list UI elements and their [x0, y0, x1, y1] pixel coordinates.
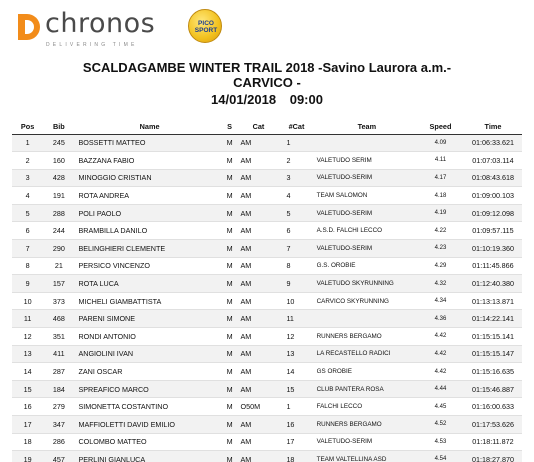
cell-cat: AM: [239, 222, 277, 240]
cell-speed: 4.36: [417, 310, 464, 328]
cell-cat: AM: [239, 257, 277, 275]
cell-name: BRAMBILLA DANILO: [74, 222, 220, 240]
table-row: [12, 204, 522, 222]
cell-cat: AM: [239, 328, 277, 346]
table-row: [12, 310, 522, 328]
cell-sex: M: [221, 222, 239, 240]
cell-cat-rank: 9: [276, 275, 316, 293]
results-header-row: [12, 120, 522, 134]
cell-speed: 4.17: [417, 169, 464, 187]
cell-pos: 5: [12, 204, 43, 222]
cell-time: 01:14:22.141: [464, 310, 522, 328]
cell-cat: AM: [239, 292, 277, 310]
badge-line1: PICO: [198, 20, 214, 27]
cell-sex: M: [221, 380, 239, 398]
cell-time: 01:09:57.115: [464, 222, 522, 240]
cell-time: 01:12:40.380: [464, 275, 522, 293]
cell-bib: 351: [43, 328, 74, 346]
cell-speed: 4.29: [417, 257, 464, 275]
table-row: [12, 169, 522, 187]
cell-pos: 11: [12, 310, 43, 328]
cell-speed: 4.22: [417, 222, 464, 240]
table-row: [12, 451, 522, 462]
cell-sex: M: [221, 345, 239, 363]
cell-pos: 14: [12, 363, 43, 381]
cell-sex: M: [221, 187, 239, 205]
cell-name: BOSSETTI MATTEO: [74, 134, 220, 152]
race-date: 14/01/2018: [211, 92, 277, 107]
cell-cat-rank: 16: [276, 416, 316, 434]
cell-cat: AM: [239, 169, 277, 187]
chronos-logo-icon: [18, 14, 40, 40]
cell-pos: 6: [12, 222, 43, 240]
table-row: [12, 433, 522, 451]
cell-speed: 4.11: [417, 152, 464, 170]
cell-name: MICHELI GIAMBATTISTA: [74, 292, 220, 310]
cell-name: ROTA ANDREA: [74, 187, 220, 205]
col-speed: Speed: [417, 120, 464, 134]
cell-speed: 4.09: [417, 134, 464, 152]
cell-name: COLOMBO MATTEO: [74, 433, 220, 451]
cell-time: 01:09:00.103: [464, 187, 522, 205]
cell-cat: AM: [239, 187, 277, 205]
cell-team: CLUB PANTERA ROSA: [317, 380, 417, 398]
badge-line2: SPORT: [194, 27, 218, 34]
cell-bib: 157: [43, 275, 74, 293]
table-row: [12, 416, 522, 434]
col-sex: S: [221, 120, 239, 134]
cell-name: SPREAFICO MARCO: [74, 380, 220, 398]
table-row: [12, 257, 522, 275]
cell-cat: AM: [239, 152, 277, 170]
table-row: [12, 398, 522, 416]
cell-speed: 4.52: [417, 416, 464, 434]
cell-cat-rank: 11: [276, 310, 316, 328]
cell-sex: M: [221, 134, 239, 152]
cell-team: VALETUDO-SERIM: [317, 433, 417, 451]
cell-pos: 2: [12, 152, 43, 170]
cell-cat-rank: 8: [276, 257, 316, 275]
cell-team: FALCHI LECCO: [317, 398, 417, 416]
cell-cat: AM: [239, 240, 277, 258]
brand-name: chronos: [45, 8, 156, 39]
table-row: [12, 275, 522, 293]
cell-name: ZANI OSCAR: [74, 363, 220, 381]
cell-sex: M: [221, 257, 239, 275]
cell-team: TEAM VALTELLINA ASD: [317, 451, 417, 462]
table-row: [12, 152, 522, 170]
cell-name: ROTA LUCA: [74, 275, 220, 293]
cell-cat: AM: [239, 363, 277, 381]
table-row: [12, 380, 522, 398]
cell-pos: 9: [12, 275, 43, 293]
cell-team: CARVICO SKYRUNNING: [317, 292, 417, 310]
cell-sex: M: [221, 433, 239, 451]
cell-name: MAFFIOLETTI DAVID EMILIO: [74, 416, 220, 434]
cell-cat-rank: 14: [276, 363, 316, 381]
table-row: [12, 363, 522, 381]
cell-cat: AM: [239, 380, 277, 398]
cell-team: [317, 134, 417, 152]
cell-cat-rank: 1: [276, 398, 316, 416]
results-table: [12, 120, 522, 462]
race-time: 09:00: [289, 92, 323, 107]
cell-team: VALETUDO-SERIM: [317, 240, 417, 258]
cell-team: VALETUDO-SERIM: [317, 204, 417, 222]
cell-time: 01:08:43.618: [464, 169, 522, 187]
cell-cat-rank: 13: [276, 345, 316, 363]
cell-time: 01:15:15.141: [464, 328, 522, 346]
race-date-time: [0, 92, 534, 107]
cell-bib: 288: [43, 204, 74, 222]
cell-name: ANGIOLINI IVAN: [74, 345, 220, 363]
table-row: [12, 240, 522, 258]
cell-cat-rank: 4: [276, 187, 316, 205]
cell-cat: AM: [239, 345, 277, 363]
cell-sex: M: [221, 240, 239, 258]
cell-cat-rank: 15: [276, 380, 316, 398]
cell-name: BAZZANA FABIO: [74, 152, 220, 170]
cell-time: 01:10:19.360: [464, 240, 522, 258]
cell-name: MINOGGIO CRISTIAN: [74, 169, 220, 187]
cell-team: RUNNERS BERGAMO: [317, 328, 417, 346]
cell-cat: AM: [239, 204, 277, 222]
cell-bib: 244: [43, 222, 74, 240]
cell-pos: 3: [12, 169, 43, 187]
cell-name: POLI PAOLO: [74, 204, 220, 222]
cell-time: 01:07:03.114: [464, 152, 522, 170]
cell-sex: M: [221, 275, 239, 293]
cell-time: 01:18:11.872: [464, 433, 522, 451]
cell-sex: M: [221, 204, 239, 222]
cell-time: 01:06:33.621: [464, 134, 522, 152]
race-title: [0, 60, 534, 90]
cell-bib: 191: [43, 187, 74, 205]
cell-sex: M: [221, 398, 239, 416]
col-cat: Cat: [239, 120, 277, 134]
cell-team: A.S.D. FALCHI LECCO: [317, 222, 417, 240]
table-row: [12, 222, 522, 240]
cell-pos: 13: [12, 345, 43, 363]
cell-speed: 4.53: [417, 433, 464, 451]
cell-cat-rank: 7: [276, 240, 316, 258]
cell-team: TEAM SALOMON: [317, 187, 417, 205]
cell-cat-rank: 12: [276, 328, 316, 346]
cell-sex: M: [221, 310, 239, 328]
col-pos: Pos: [12, 120, 43, 134]
cell-sex: M: [221, 292, 239, 310]
cell-team: VALETUDO SERIM: [317, 152, 417, 170]
cell-sex: M: [221, 328, 239, 346]
cell-cat-rank: 18: [276, 451, 316, 462]
pico-sport-badge-icon: [188, 9, 222, 43]
col-bib: Bib: [43, 120, 74, 134]
cell-name: SIMONETTA COSTANTINO: [74, 398, 220, 416]
cell-sex: M: [221, 169, 239, 187]
cell-speed: 4.44: [417, 380, 464, 398]
cell-team: LA RECASTELLO RADICI: [317, 345, 417, 363]
cell-cat: AM: [239, 134, 277, 152]
cell-bib: 287: [43, 363, 74, 381]
cell-cat-rank: 1: [276, 134, 316, 152]
table-row: [12, 187, 522, 205]
cell-pos: 18: [12, 433, 43, 451]
cell-cat-rank: 5: [276, 204, 316, 222]
col-cat-rank: #Cat: [276, 120, 316, 134]
cell-time: 01:11:45.866: [464, 257, 522, 275]
cell-name: PERSICO VINCENZO: [74, 257, 220, 275]
cell-time: 01:16:00.633: [464, 398, 522, 416]
cell-bib: 245: [43, 134, 74, 152]
cell-time: 01:15:46.887: [464, 380, 522, 398]
cell-team: RUNNERS BERGAMO: [317, 416, 417, 434]
cell-bib: 347: [43, 416, 74, 434]
cell-pos: 12: [12, 328, 43, 346]
cell-speed: 4.32: [417, 275, 464, 293]
cell-name: PERLINI GIANLUCA: [74, 451, 220, 462]
cell-pos: 7: [12, 240, 43, 258]
cell-cat-rank: 3: [276, 169, 316, 187]
cell-cat: O50M: [239, 398, 277, 416]
table-row: [12, 134, 522, 152]
cell-cat: AM: [239, 416, 277, 434]
cell-cat: AM: [239, 433, 277, 451]
brand-tagline: DELIVERING TIME: [46, 42, 138, 48]
cell-bib: 279: [43, 398, 74, 416]
cell-bib: 373: [43, 292, 74, 310]
results-body: [12, 134, 522, 462]
cell-name: PARENI SIMONE: [74, 310, 220, 328]
table-row: [12, 292, 522, 310]
cell-sex: M: [221, 416, 239, 434]
col-time: Time: [464, 120, 522, 134]
cell-time: 01:17:53.626: [464, 416, 522, 434]
col-team: Team: [317, 120, 417, 134]
cell-speed: 4.23: [417, 240, 464, 258]
cell-sex: M: [221, 152, 239, 170]
cell-cat: AM: [239, 310, 277, 328]
cell-bib: 160: [43, 152, 74, 170]
cell-cat-rank: 10: [276, 292, 316, 310]
cell-pos: 10: [12, 292, 43, 310]
cell-cat-rank: 2: [276, 152, 316, 170]
cell-speed: 4.42: [417, 363, 464, 381]
cell-name: RONDI ANTONIO: [74, 328, 220, 346]
cell-pos: 4: [12, 187, 43, 205]
cell-bib: 21: [43, 257, 74, 275]
cell-time: 01:15:16.635: [464, 363, 522, 381]
cell-speed: 4.54: [417, 451, 464, 462]
cell-bib: 411: [43, 345, 74, 363]
chronos-logo: [18, 8, 168, 48]
cell-pos: 15: [12, 380, 43, 398]
cell-time: 01:09:12.098: [464, 204, 522, 222]
cell-pos: 16: [12, 398, 43, 416]
cell-team: G.S. OROBIE: [317, 257, 417, 275]
cell-speed: 4.34: [417, 292, 464, 310]
cell-pos: 17: [12, 416, 43, 434]
cell-team: VALETUDO-SERIM: [317, 169, 417, 187]
cell-name: BELINGHIERI CLEMENTE: [74, 240, 220, 258]
cell-speed: 4.18: [417, 187, 464, 205]
table-row: [12, 328, 522, 346]
cell-bib: 468: [43, 310, 74, 328]
cell-team: GS OROBIE: [317, 363, 417, 381]
cell-time: 01:18:27.870: [464, 451, 522, 462]
cell-cat-rank: 17: [276, 433, 316, 451]
cell-speed: 4.42: [417, 328, 464, 346]
col-name: Name: [74, 120, 220, 134]
cell-speed: 4.19: [417, 204, 464, 222]
race-title-line2: CARVICO -: [233, 75, 301, 90]
race-title-line1: SCALDAGAMBE WINTER TRAIL 2018 -Savino Laurora a.m.-: [82, 60, 452, 75]
cell-sex: M: [221, 451, 239, 462]
cell-bib: 457: [43, 451, 74, 462]
cell-team: [317, 310, 417, 328]
cell-cat: AM: [239, 451, 277, 462]
cell-bib: 290: [43, 240, 74, 258]
cell-team: VALETUDO SKYRUNNING: [317, 275, 417, 293]
cell-bib: 428: [43, 169, 74, 187]
cell-cat: AM: [239, 275, 277, 293]
cell-pos: 19: [12, 451, 43, 462]
cell-cat-rank: 6: [276, 222, 316, 240]
cell-sex: M: [221, 363, 239, 381]
cell-time: 01:13:13.871: [464, 292, 522, 310]
table-row: [12, 345, 522, 363]
cell-pos: 1: [12, 134, 43, 152]
cell-bib: 286: [43, 433, 74, 451]
cell-time: 01:15:15.147: [464, 345, 522, 363]
cell-bib: 184: [43, 380, 74, 398]
cell-speed: 4.42: [417, 345, 464, 363]
cell-speed: 4.45: [417, 398, 464, 416]
cell-pos: 8: [12, 257, 43, 275]
